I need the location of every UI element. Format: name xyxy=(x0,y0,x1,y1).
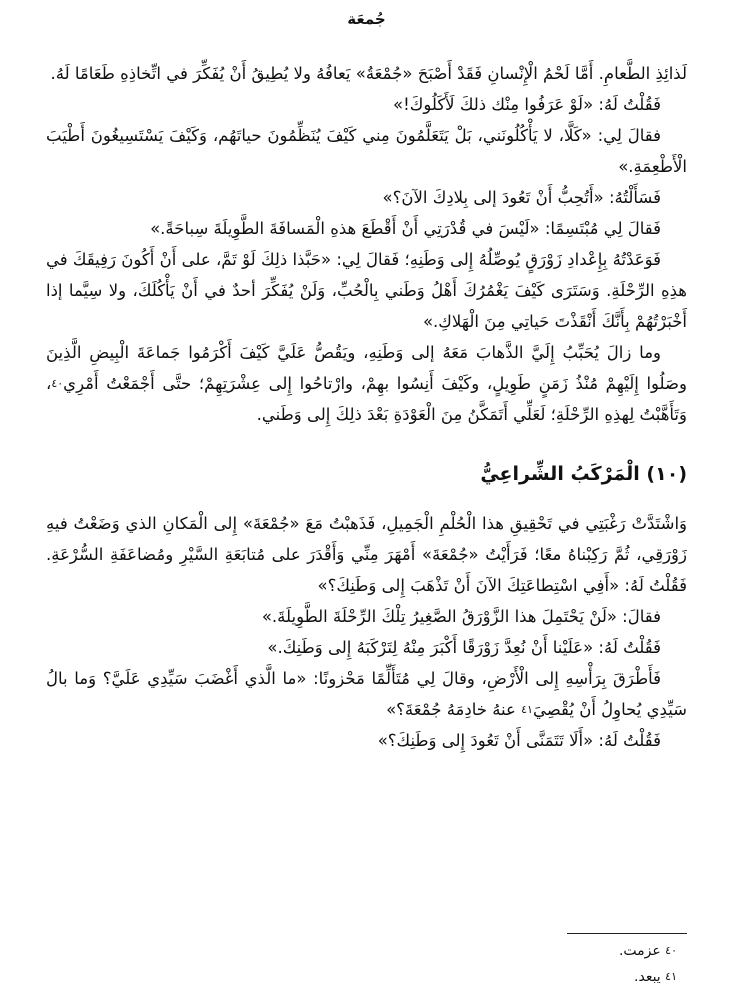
paragraph-3: فقالَ لِي: «كَلَّا، لا يَأْكُلُونَني، بَلْ يَتَعَلَّمُونَ مِني كَيْفَ يُنَظِّمُونَ حياتَهُم، وَكَيْفَ يَسْتَسِيغُونَ أَطْيَبَ الْأَطْعِمَةِ.» xyxy=(46,126,687,176)
footnote-divider xyxy=(567,933,687,934)
paragraph-12: فَقُلْتُ لَهُ: «أَلَا تَتَمَنَّى أَنْ تَعُودَ إِلى وَطَنِكَ؟» xyxy=(377,731,661,750)
paragraph-2: فَقُلْتُ لَهُ: «لَوْ عَرَفُوا مِنْك ذلكَ لَأَكَلُوكَ!» xyxy=(393,95,661,114)
paragraph-11-text: فَأَطْرَقَ بِرَأْسِهِ إِلى الْأَرْضِ، وقالَ لِي مُتَأَلِّمًا مَحْزونًا: «ما الَّذي أَغْضَبَ سَيِّدِي عَلَيَّ؟ وَما بالُ سَيِّدِي يُحاوِلُ أَنْ يُقْصِيَ$^{٤١}$ عنهُ خادِمَهُ جُمْعَةَ؟» xyxy=(46,669,687,719)
section-heading: (١٠) الْمَرْكَبُ الشِّراعِيُّ xyxy=(480,463,687,485)
footnote-41 xyxy=(277,964,677,990)
paragraph-7 xyxy=(46,337,687,430)
footnotes xyxy=(277,938,677,990)
footnote-text: يبعد. xyxy=(634,969,661,985)
paragraph-6: فَوَعَدْتُهُ بِإِعْدادِ زَوْرَقٍ يُوصِّلُهُ إِلى وَطَنِهِ؛ فَقالَ لِي: «حَبَّذا ذلِكَ لَوْ تَمَّ، على أَنْ أَكُونَ رَفِيقَكَ في هذِهِ الرِّحْلَةِ. وَسَتَرَى كَيْفَ يَغْمُرُكَ أَهْلُ وَطَني بِالْحُبِّ، وَلَنْ يُفَكِّرَ أحدٌ في أَنْ يَأْكُلَكَ، ولا سِيَّما إذا أَخْبَرْتُهُمْ بِأَنَّكَ أَنْقَذْتَ حَياتِي مِنَ الْهَلاكِ.» xyxy=(46,250,687,331)
paragraph-1: لَذائِذِ الطَّعامِ. أَمَّا لَحْمُ الْإِنْسانِ فَقَدْ أَصْبَحَ «جُمْعَةُ» يَعافُهُ ولا يُطِيقُ أَنْ يُفَكِّرَ في اتِّخاذِهِ طَعَامًا لَهُ. xyxy=(50,64,687,83)
paragraph-9: فقالَ: «لَنْ يَحْتَمِلَ هذا الزَّوْرَقُ الصَّغِيرُ تِلْكَ الرِّحْلَةَ الطَّوِيلَةَ.» xyxy=(261,607,661,626)
paragraph-5: فَقالَ لِي مُبْتَسِمًا: «لَيْسَ في قُدْرَتِي أَنْ أَقْطَعَ هذهِ الْمَسافَةَ الطَّوِيلَةَ سِباحَةً.» xyxy=(150,219,661,238)
footnote-marker: ٤١ xyxy=(521,703,533,716)
paragraph-8: وَاشْتَدَّتْ رَغْبَتِي في تَحْقِيقِ هذا الْحُلْمِ الْجَمِيلِ، فَذَهبْتُ مَعَ «جُمْعَةَ» إِلى الْمَكانِ الذي وَضَعْتُ فيهِ زَوْرَقِي، ثُمَّ رَكِبْناهُ معًا؛ فَرَأَيْتُ «جُمْعَةَ» أَمْهَرَ مِنِّي وَأَقْدَرَ على مُتابَعَةِ السَّيْرِ ومُضاعَفَةِ السُّرْعَةِ. فَقُلْتُ لَهُ: «أَفِي اسْتِطاعَتِكَ الآنَ أَنْ تَذْهَبَ إِلى وَطَنِكَ؟» xyxy=(46,514,687,595)
footnote-text: عزمت. xyxy=(618,943,661,959)
footnote-number: ٤٠ xyxy=(665,944,677,957)
running-header: جُمعَة xyxy=(347,10,386,28)
paragraph-4: فَسَأَلْتُهُ: «أَتُحِبُّ أَنْ تَعُودَ إلى بِلادِكَ الآنَ؟» xyxy=(382,188,661,207)
paragraph-7-text: وما زالَ يُحَبِّبُ إِلَيَّ الذَّهابَ مَعَهُ إلى وَطَنِهِ، ويَقُصُّ عَلَيَّ كَيْفَ أَكْرَمُوا جَماعَةَ الْبِيضِ الَّذِينَ وصَلُوا إِلَيْهِمْ مُنْذُ زَمَنٍ طَوِيلٍ، وكَيْفَ أَنِسُوا بهِمْ، وارْتاحُوا إِلى عِشْرَتِهِمْ؛ حتَّى أَجْمَعْتُ أَمْرِي$^{٤٠}$، وَتَأَهَّبْتُ لِهذِهِ الرِّحْلَةِ؛ لَعَلِّي أَتَمَكَّنُ مِنَ الْعَوْدَةِ بَعْدَ ذلِكَ إِلى وَطَني. xyxy=(46,343,687,424)
paragraph-10: فَقُلْتُ لَهُ: «عَلَيْنا أَنْ نُعِدَّ زَوْرَقًا أَكْبَرَ مِنْهُ لِتَرْكَبَهُ إِلى وَطَنِكَ.» xyxy=(267,638,661,657)
paragraph-11 xyxy=(46,663,687,725)
footnote-40 xyxy=(277,938,677,964)
footnote-marker: ٤٠ xyxy=(51,377,64,390)
body-text xyxy=(46,58,687,756)
footnote-number: ٤١ xyxy=(665,970,677,983)
